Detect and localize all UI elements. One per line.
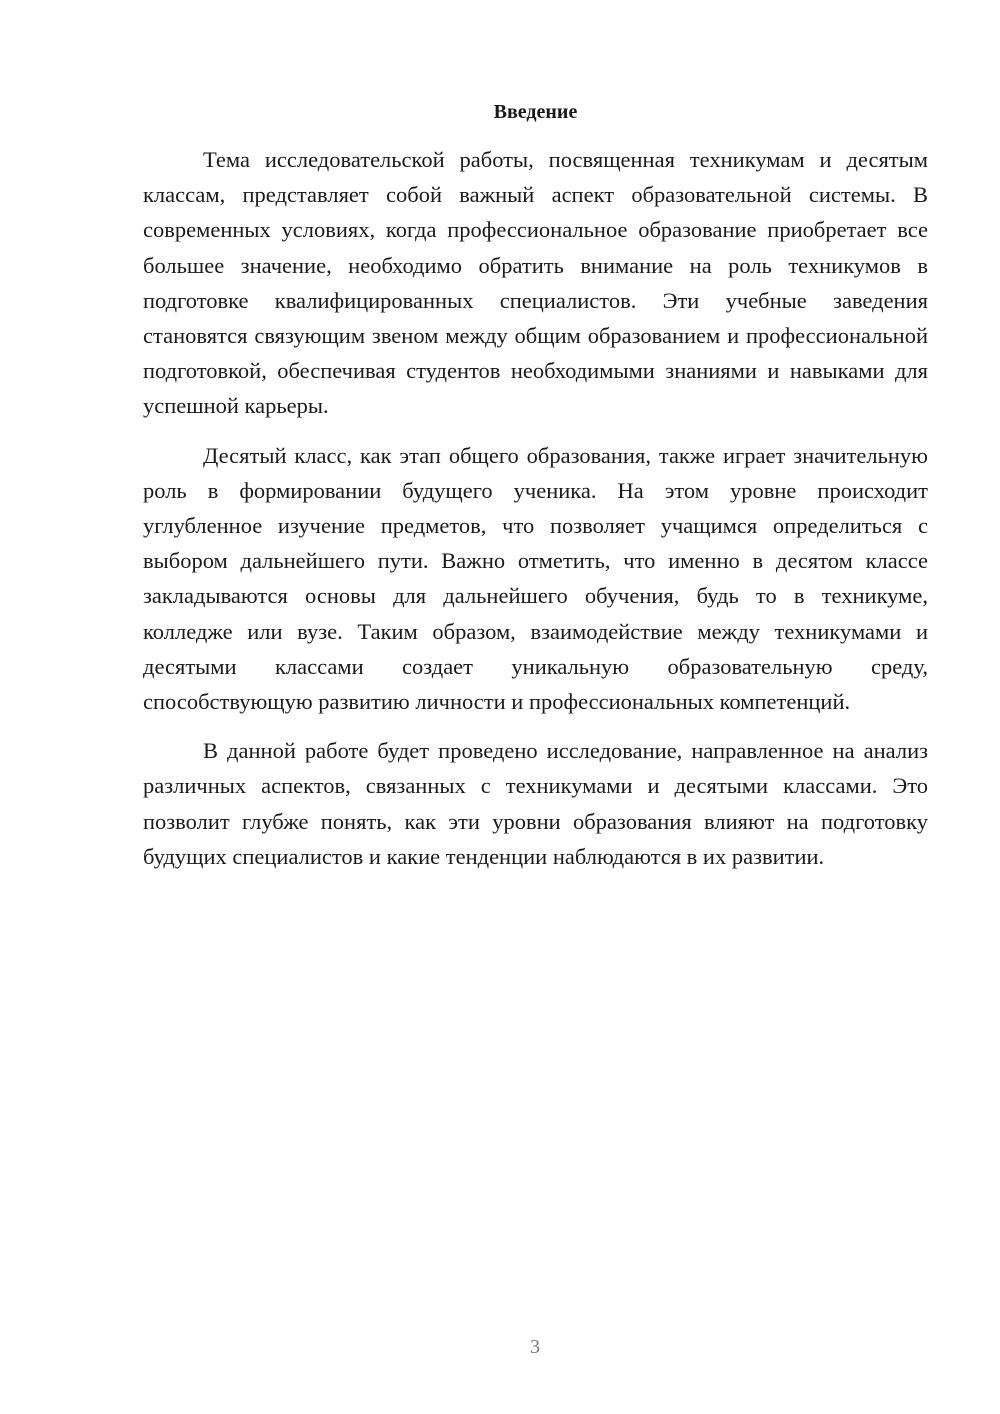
paragraph-3: В данной работе будет проведено исследование, направленное на анализ различных аспектов, связанных с техникумами и десятыми классами. Это позволит глубже понять, как эти уровни образования влияют на подготовку будущих специалистов и какие тенденции наблюдаются в их развитии. — [143, 738, 928, 869]
body-text — [143, 142, 928, 874]
paragraph-2: Десятый класс, как этап общего образования, также играет значительную роль в формировании будущего ученика. На этом уровне происходит углубленное изучение предметов, что позволяет учащимся определиться с выбором дальнейшего пути. Важно отметить, что именно в десятом классе закладываются основы для дальнейшего обучения, будь то в техникуме, колледже или вузе. Таким образом, взаимодействие между техникумами и десятыми классами создает уникальную образовательную среду, способствующую развитию личности и профессиональных компетенций. — [143, 442, 928, 715]
paragraph-1: Тема исследовательской работы, посвященная техникумам и десятым классам, представляет собой важный аспект образовательной системы. В современных условиях, когда профессиональное образование приобретает все большее значение, необходимо обратить внимание на роль техникумов в подготовке квалифицированных специалистов. Эти учебные заведения становятся связующим звеном между общим образованием и профессиональной подготовкой, обеспечивая студентов необходимыми знаниями и навыками для успешной карьеры. — [143, 147, 928, 419]
page-number: 3 — [530, 1336, 540, 1358]
section-heading: Введение — [493, 101, 578, 123]
